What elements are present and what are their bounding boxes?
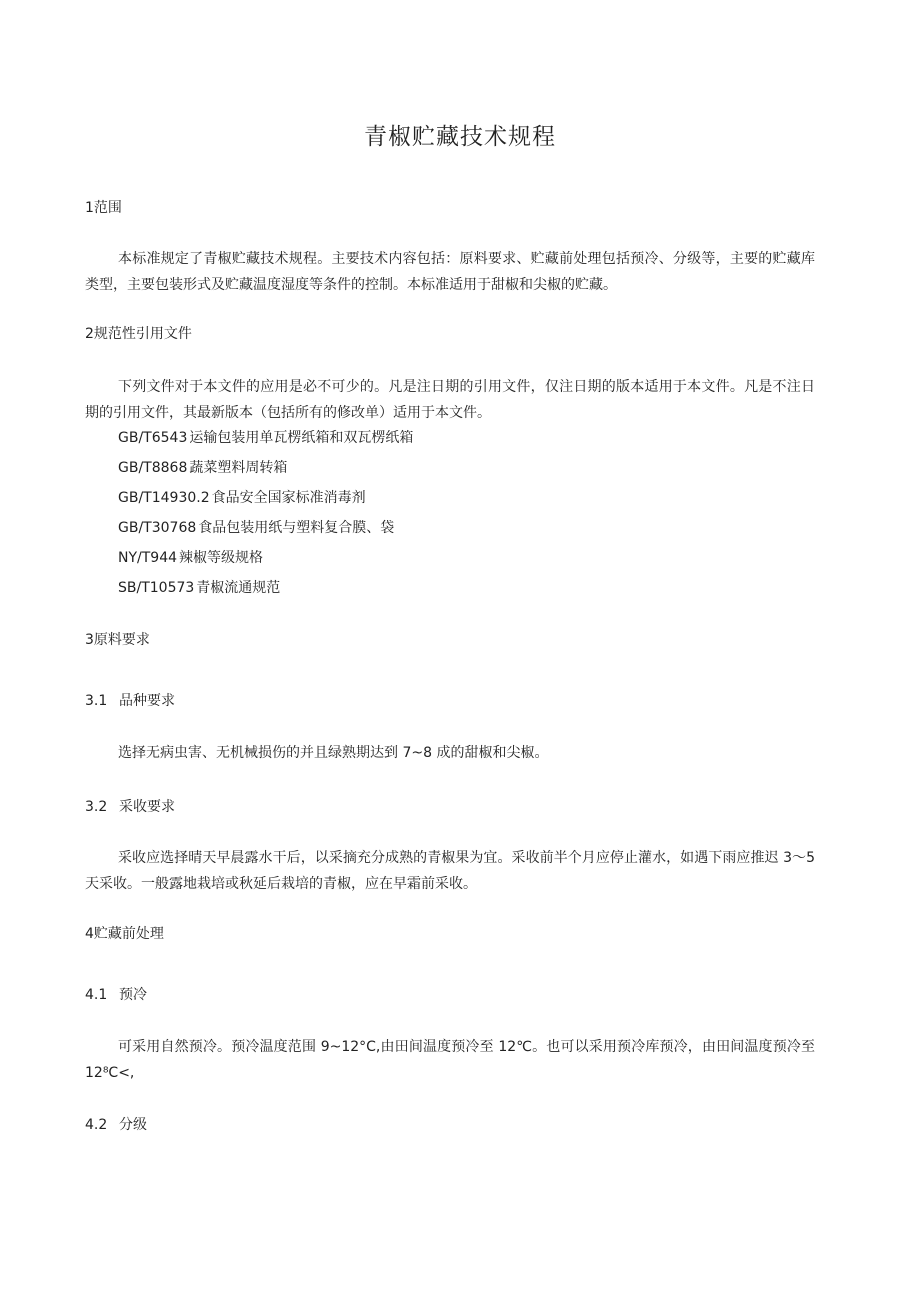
section-heading-3 [85,630,150,650]
section-number: 3 [85,632,94,648]
subsection-number: 3.2 [85,799,108,815]
reference-title: 青椒流通规范 [196,580,281,596]
reference-item [118,548,413,578]
section-title: 原料要求 [93,632,150,648]
section-heading-4 [85,924,164,944]
reference-code: NY/T944 [118,550,178,566]
reference-title: 食品安全国家标准消毒剂 [211,490,366,506]
section-title: 贮藏前处理 [93,926,164,942]
subsection-heading-3-1 [85,691,175,711]
paragraph-variety-requirements: 选择无病虫害、无机械损伤的并且绿熟期达到 7~8 成的甜椒和尖椒。 [118,745,549,761]
reference-code: SB/T10573 [118,580,195,596]
section-title: 范围 [93,200,122,216]
reference-title: 辣椒等级规格 [179,550,264,566]
reference-item [118,578,413,608]
reference-title: 蔬菜塑料周转箱 [189,460,288,476]
document-title: 青椒贮藏技术规程 [364,124,556,150]
reference-code: GB/T8868 [118,460,188,476]
subsection-title: 预冷 [119,987,147,1003]
paragraph-precooling: 可采用自然预冷。预冷温度范围 9~12°C,由田间温度预冷至 12℃。也可以采用预冷库预冷，由田间温度预冷至 12⁸C<, [85,1039,815,1081]
subsection-number: 4.2 [85,1117,108,1133]
subsection-number: 3.1 [85,693,108,709]
reference-title: 食品包装用纸与塑料复合膜、袋 [198,520,395,536]
section-number: 1 [85,200,94,216]
reference-item [118,428,413,458]
reference-title: 运输包装用单瓦楞纸箱和双瓦楞纸箱 [189,430,414,446]
reference-code: GB/T14930.2 [118,490,210,506]
section-number: 2 [85,326,94,342]
subsection-number: 4.1 [85,987,108,1003]
section-heading-1 [85,198,122,218]
subsection-heading-3-2 [85,797,175,817]
reference-item [118,458,413,488]
subsection-title: 品种要求 [119,693,175,709]
paragraph-normative-references: 下列文件对于本文件的应用是必不可少的。凡是注日期的引用文件，仅注日期的版本适用于本文件。凡是不注日期的引用文件，其最新版本（包括所有的修改单）适用于本文件。 [85,379,815,421]
section-title: 规范性引用文件 [93,326,192,342]
paragraph-scope: 本标准规定了青椒贮藏技术规程。主要技术内容包括：原料要求、贮藏前处理包括预冷、分级等，主要的贮藏库类型，主要包装形式及贮藏温度湿度等条件的控制。本标准适用于甜椒和尖椒的贮藏。 [85,251,815,293]
reference-item [118,488,413,518]
subsection-title: 分级 [119,1117,147,1133]
subsection-title: 采收要求 [119,799,175,815]
paragraph-harvest-requirements: 采收应选择晴天早晨露水干后，以采摘充分成熟的青椒果为宜。采收前半个月应停止灌水，如遇下雨应推迟 3～5 天采收。一般露地栽培或秋延后栽培的青椒，应在早霜前采收。 [85,850,815,892]
reference-list [118,428,413,608]
subsection-heading-4-2 [85,1115,147,1135]
reference-item [118,518,413,548]
section-heading-2 [85,324,192,344]
reference-code: GB/T30768 [118,520,197,536]
subsection-heading-4-1 [85,985,147,1005]
section-number: 4 [85,926,94,942]
reference-code: GB/T6543 [118,430,188,446]
